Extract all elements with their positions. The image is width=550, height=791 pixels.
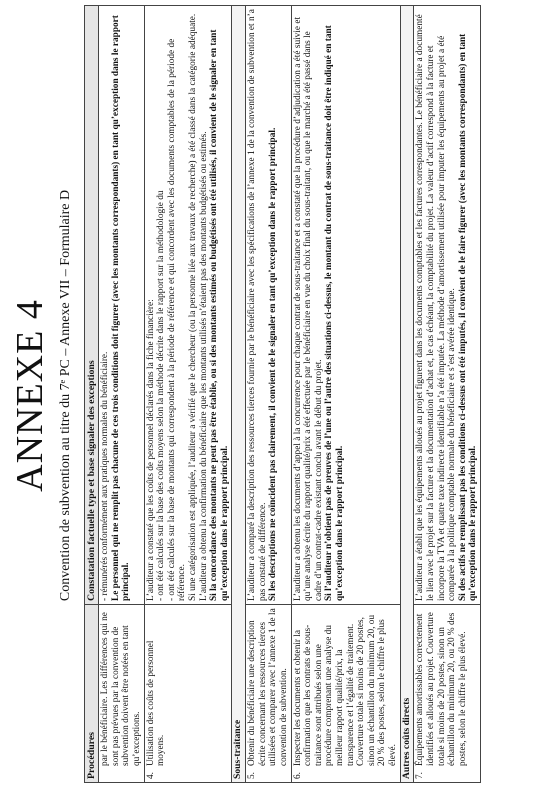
section-row [400, 6, 414, 783]
table-row [99, 6, 144, 783]
procedure-number [100, 766, 142, 779]
finding-line: L’auditeur a comparé la description des ressources tierces fournie par le bénéficiaire avec les spécifications de l’annexe 1 de la convention de subvention et n’a pas constaté de différence. [247, 9, 268, 601]
section-label: Autres coûts directs [400, 6, 414, 783]
finding-cell [414, 6, 481, 605]
table-body [99, 6, 481, 783]
procedure-number: 4. [145, 772, 156, 779]
annex-title: ANNEXE 4 [9, 299, 51, 492]
table-row [414, 6, 481, 783]
procedure-text: Inspecter les documents et obtenir la confirmation que les contrats de sous-traitance sont attribués selon une procédure comprenant une analyse du meilleur rapport qualité/prix, la transparence et l’égalité de traitement. Couverture totale si moins de 20 postes, sinon un échantillon du minimum 20, ou 20 % des postes, selon le chiffre le plus élevé. [292, 614, 398, 766]
table-header-row [85, 6, 99, 783]
column-header-constatation: Constatation factuelle type et base signaler des exceptions [85, 6, 99, 605]
procedure-cell [414, 605, 481, 783]
finding-line: - ont été calculés sur la base de montants qui correspondent à la période de référence et qui concordent avec les documents comptables de la période de référence. [166, 38, 188, 601]
exception-statement: Si des actifs ne remplissant pas les conditions ci-dessus ont été imputés, il convient de le faire figurer (avec les montants correspondants) en tant qu’exception dans le rapport principal. [457, 33, 479, 601]
procedure-cell [144, 605, 232, 783]
finding-line: L’auditeur a établi que les équipements alloués au projet figurent dans les documents comptables et les factures correspondantes. Le bénéficiaire a documenté le lien avec le projet sur la facture et la documentation d’achat et, le cas échéant, la comptabilité du projet. La valeur d’actif correspond à la facture et incorpore la TVA et quatre taxe indirecte identifiable n’a été imputée. La méthode d’amortissement utilisée pour imputer les équipements au projet a été comparée à la politique comptable normale du bénéficiaire et s’est avérée identique. [415, 14, 458, 601]
procedure-cell [99, 605, 144, 783]
finding-cell [99, 6, 144, 605]
finding-line: L’auditeur a obtenu la confirmation du bénéficiaire que les montants utilisés n’étaient pas des montants budgétisés ou estimés. [198, 131, 209, 601]
exception-statement: Le personnel qui ne remplit pas chacune de ces trois conditions doit figurer (avec les montants correspondants) en tant qu’exception dans le rapport principal. [110, 15, 132, 601]
finding-cell [246, 6, 291, 605]
exception-statement: Si les descriptions ne coïncident pas clairement, il convient de le signaler en tant qu’exception dans le rapport principal. [268, 127, 279, 601]
finding-cell [291, 6, 400, 605]
exception-statement: Si la concordance des montants ne peut pas être établie, ou si des montants estimés ou budgétisés ont été utilisés, il convient de le signaler en tant qu’exception dans le rapport principal. [209, 29, 230, 601]
procedure-text: Équipements amortissables correctement identifiés et alloués au projet. Couverture totale si moins de 20 postes, sinon un échantillon du minimum 20, ou 20 % des postes, selon le chiffre le plus élevé. [415, 612, 468, 766]
procedure-number: 7. [415, 772, 426, 779]
procedures-table [84, 5, 481, 783]
finding-line: Si une catégorisation est appliquée, l’auditeur a vérifié que le chercheur (ou la personne liée aux travaux de recherche) a été classé dans la catégorie adéquate. [187, 13, 198, 601]
table-row [291, 6, 400, 783]
procedure-text: Utilisation des coûts de personnel moyens. [145, 640, 167, 766]
finding-line: L’auditeur a constaté que les coûts de personnel déclarés dans la fiche financière: [145, 299, 156, 601]
finding-cell [144, 6, 232, 605]
table-row [246, 6, 291, 783]
procedure-number: 6. [292, 772, 303, 779]
table-row [144, 6, 232, 783]
procedure-number: 5. [247, 772, 258, 779]
procedure-cell [291, 605, 400, 783]
exception-statement: Si l’auditeur n’obtient pas de preuves de l’une ou l’autre des situations ci-dessus, le montant du contrat de sous-traitance doit être indiqué en tant qu’exception dans le rapport principal. [324, 25, 345, 601]
finding-line: L’auditeur a obtenu les documents d’appel à la concurrence pour chaque contrat de sous-traitance et a constaté que la procédure d’adjudication a été suivie et qu’une analyse écrite du rapport qualité/prix a été effectuée par le bénéficiaire en vue du choix final du sous-traitant, ou que le marché a été passé dans le cadre d’un contrat-cadre existant conclu avant le début du projet. [292, 16, 324, 601]
page-subtitle: Convention de subvention au titre du 7ᵉ PC – Annexe VII – Formulaire D [58, 189, 73, 602]
section-label: Sous-traitance [232, 6, 246, 783]
procedure-text: Obtenir du bénéficiaire une description écrite concernant les ressources tierces utilisées et comparer avec l’annexe 1 de la convention de subvention. [247, 608, 289, 766]
column-header-procedures: Procédures [85, 605, 99, 783]
procedure-text: par le bénéficiaire. Les différences qui ne sont pas prévues par la convention de subvention doivent être notées en tant qu’exceptions. [100, 612, 142, 766]
section-row [232, 6, 246, 783]
finding-line: - ont été calculés sur la base des coûts moyens selon la méthode décrite dans le rapport sur la méthodologie du [156, 190, 167, 601]
procedure-cell [246, 605, 291, 783]
finding-line: - rémunérés conformément aux pratiques normales du bénéficiaire. [100, 351, 111, 601]
